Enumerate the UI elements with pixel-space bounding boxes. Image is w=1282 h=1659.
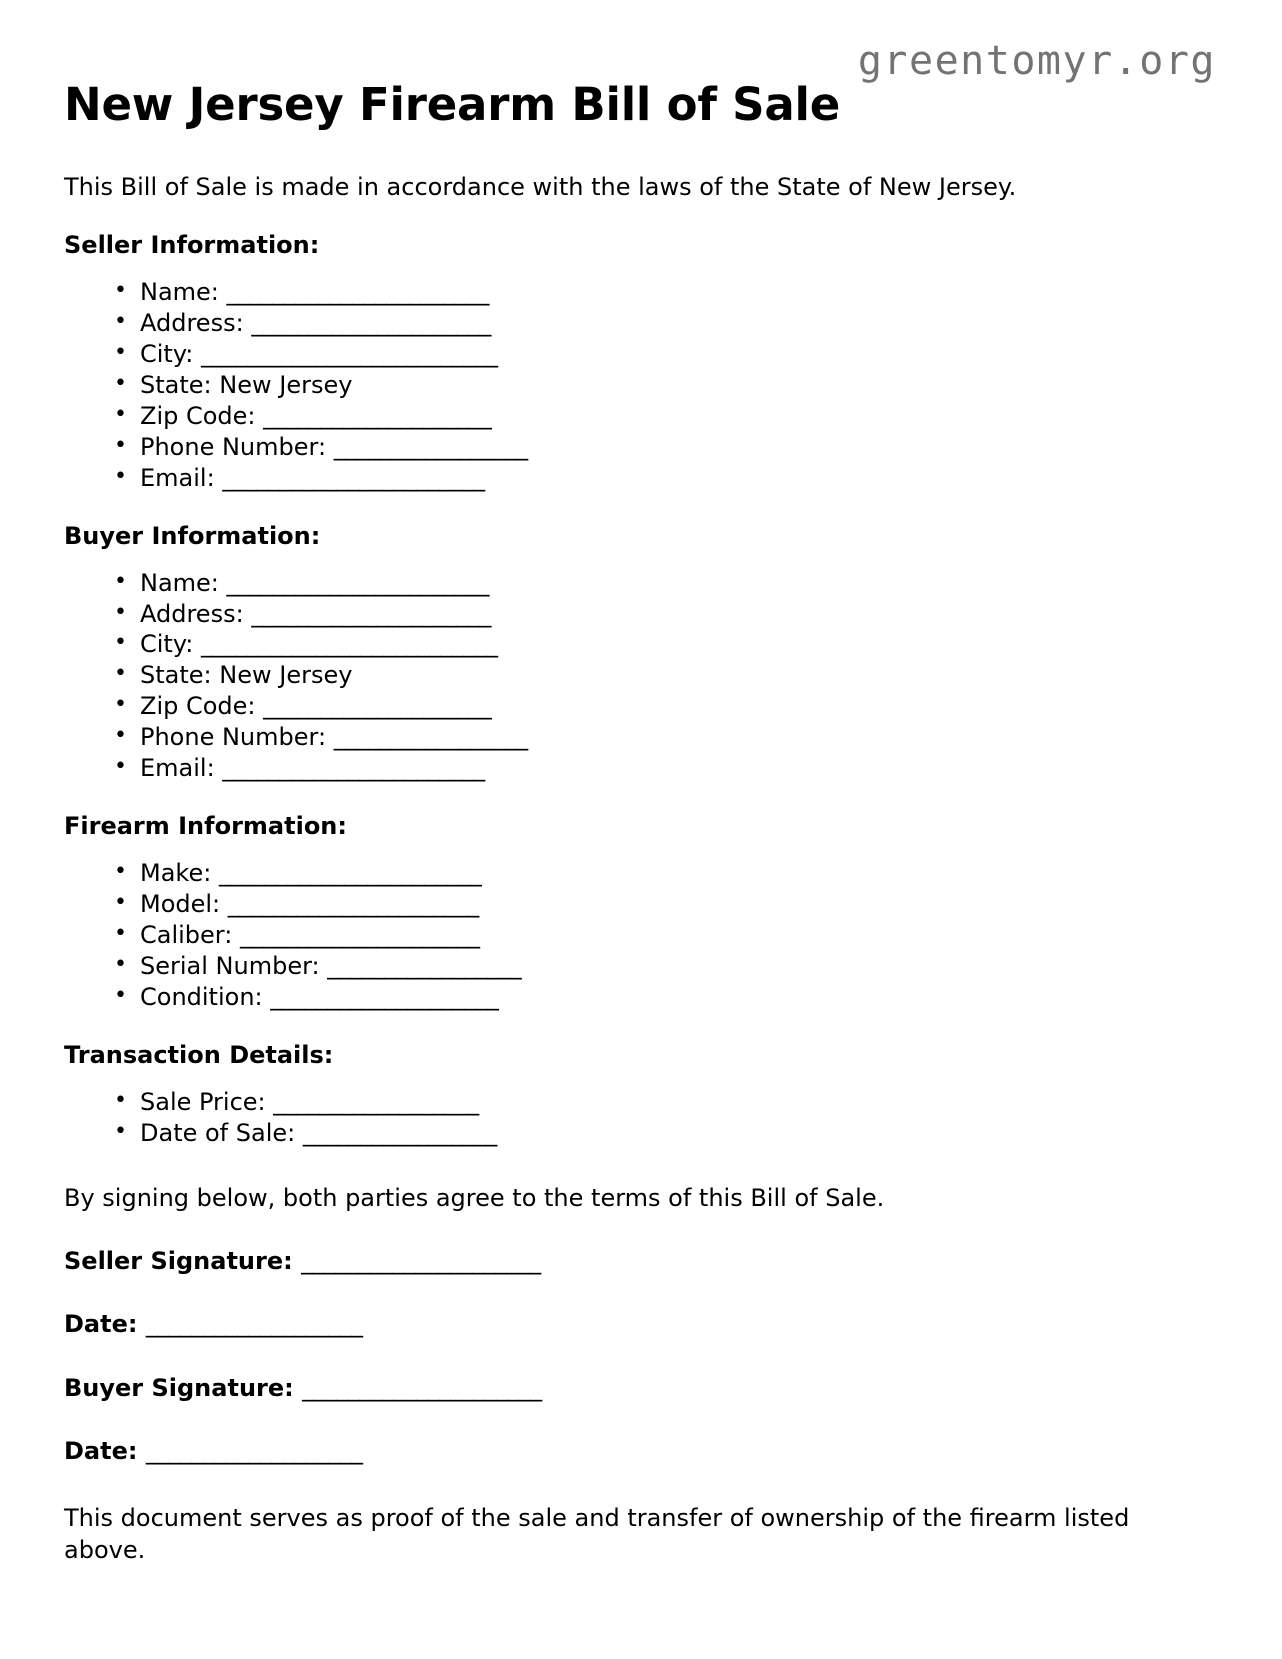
- field-blank[interactable]: ____________________: [263, 401, 492, 430]
- field-list-transaction: [64, 1069, 1218, 1149]
- agreement-paragraph: By signing below, both parties agree to the terms of this Bill of Sale.: [64, 1183, 885, 1212]
- section-heading-transaction: Transaction Details:: [64, 1041, 334, 1069]
- list-item: [140, 339, 1218, 370]
- field-label: Email:: [140, 754, 215, 783]
- field-blank[interactable]: _________________: [333, 432, 528, 461]
- field-label: Address:: [140, 599, 244, 628]
- field-blank[interactable]: _____________________: [251, 599, 491, 628]
- field-blank[interactable]: __________________: [273, 1088, 479, 1116]
- field-blank[interactable]: _________________: [327, 952, 522, 981]
- field-blank[interactable]: _______________________: [222, 463, 485, 492]
- field-label: Make:: [140, 859, 212, 888]
- field-value: New Jersey: [219, 370, 353, 399]
- buyer-date-label: Date:: [64, 1436, 138, 1465]
- list-item: [140, 951, 1218, 982]
- field-label: Zip Code:: [140, 692, 256, 721]
- intro-paragraph: This Bill of Sale is made in accordance with the laws of the State of New Jersey.: [64, 172, 1017, 201]
- list-item: [140, 691, 1218, 722]
- field-blank[interactable]: _______________________: [226, 277, 489, 306]
- field-blank[interactable]: ____________________: [263, 692, 492, 721]
- seller-signature-line: [64, 1214, 1218, 1277]
- buyer-date-line: [64, 1404, 1218, 1467]
- list-item: [140, 277, 1218, 308]
- list-item: [140, 599, 1218, 630]
- section-heading-seller: Seller Information:: [64, 230, 320, 259]
- buyer-signature-blank[interactable]: _____________________: [302, 1373, 542, 1402]
- list-item: [140, 463, 1218, 494]
- field-label: Sale Price:: [140, 1088, 266, 1116]
- seller-date-label: Date:: [64, 1310, 138, 1339]
- field-label: Name:: [140, 277, 219, 306]
- field-label: Zip Code:: [140, 401, 256, 430]
- buyer-date-blank[interactable]: ___________________: [145, 1436, 363, 1465]
- field-blank[interactable]: __________________________: [201, 630, 498, 659]
- field-blank[interactable]: _______________________: [218, 859, 482, 888]
- field-list-firearm: [64, 840, 1218, 1013]
- field-blank[interactable]: ______________________: [227, 890, 479, 919]
- list-item: [140, 370, 1218, 401]
- field-label: City:: [140, 339, 194, 368]
- seller-signature-label: Seller Signature:: [64, 1247, 293, 1276]
- list-item: [140, 889, 1218, 920]
- field-label: State:: [140, 661, 212, 690]
- list-item: [140, 432, 1218, 463]
- field-label: Phone Number:: [140, 432, 327, 461]
- field-blank[interactable]: _____________________: [239, 921, 480, 950]
- list-item: [140, 858, 1218, 889]
- field-list-seller: [64, 259, 1218, 494]
- section-heading-buyer: Buyer Information:: [64, 521, 321, 550]
- closing-paragraph: This document serves as proof of the sale and transfer of ownership of the firearm listed above.: [64, 1504, 1130, 1564]
- buyer-signature-line: [64, 1341, 1218, 1404]
- field-label: Name:: [140, 568, 219, 597]
- field-blank[interactable]: __________________________: [201, 339, 498, 368]
- list-item: [140, 308, 1218, 339]
- field-blank[interactable]: _________________: [302, 1118, 497, 1147]
- list-item: [140, 1087, 1218, 1118]
- field-blank[interactable]: _______________________: [222, 754, 485, 783]
- field-label: City:: [140, 630, 194, 659]
- site-watermark: greentomyr.org: [857, 38, 1216, 84]
- list-item: [140, 722, 1218, 753]
- buyer-signature-label: Buyer Signature:: [64, 1373, 294, 1402]
- field-label: Address:: [140, 308, 244, 337]
- seller-date-line: [64, 1277, 1218, 1340]
- field-label: Condition:: [140, 983, 263, 1012]
- field-label: Serial Number:: [140, 952, 320, 981]
- field-list-buyer: [64, 550, 1218, 785]
- field-label: Email:: [140, 463, 215, 492]
- list-item: [140, 1118, 1218, 1149]
- field-label: Phone Number:: [140, 723, 327, 752]
- list-item: [140, 920, 1218, 951]
- page-title: New Jersey Firearm Bill of Sale: [64, 78, 841, 131]
- field-blank[interactable]: _______________________: [226, 568, 489, 597]
- field-label: Date of Sale:: [140, 1118, 296, 1147]
- field-label: State:: [140, 370, 212, 399]
- field-blank[interactable]: _____________________: [251, 308, 491, 337]
- seller-signature-blank[interactable]: _____________________: [301, 1247, 541, 1276]
- list-item: [140, 401, 1218, 432]
- field-label: Model:: [140, 890, 221, 919]
- section-heading-firearm: Firearm Information:: [64, 812, 347, 841]
- field-label: Caliber:: [140, 921, 233, 950]
- seller-date-blank[interactable]: ___________________: [145, 1310, 363, 1339]
- list-item: [140, 629, 1218, 660]
- list-item: [140, 982, 1218, 1013]
- field-blank[interactable]: _________________: [333, 723, 528, 752]
- field-blank[interactable]: ____________________: [270, 983, 499, 1012]
- field-value: New Jersey: [219, 661, 353, 690]
- list-item: [140, 753, 1218, 784]
- list-item: [140, 568, 1218, 599]
- list-item: [140, 660, 1218, 691]
